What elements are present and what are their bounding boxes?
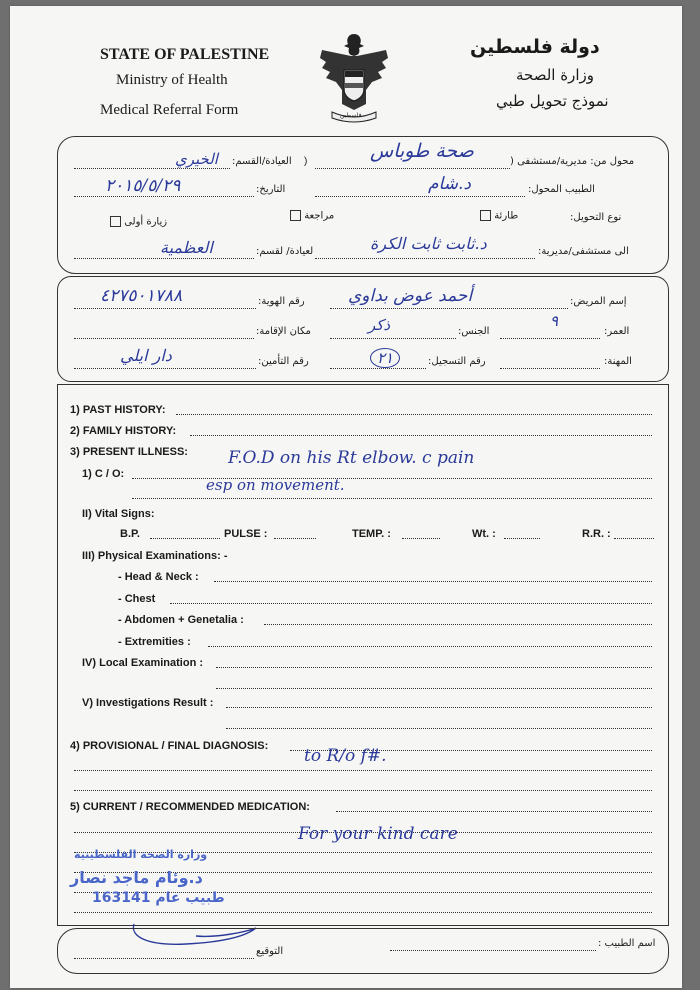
medication-value[interactable]: For your kind care: [298, 824, 458, 844]
referred-to-label: الى مستشفى/مديرية:: [538, 246, 629, 257]
medication-field[interactable]: [336, 811, 652, 812]
chest-field[interactable]: [170, 603, 652, 604]
state-title-en: STATE OF PALESTINE: [100, 46, 270, 63]
type-review-option[interactable]: مراجعة: [290, 210, 334, 222]
rr-field[interactable]: [614, 538, 654, 539]
temp-label: TEMP. :: [352, 528, 391, 540]
local-exam-field[interactable]: [216, 667, 652, 668]
vital-signs-label: II) Vital Signs:: [82, 508, 155, 520]
pulse-field[interactable]: [274, 538, 316, 539]
stamp-doctor-name: د.وئام ماجد نصار: [70, 868, 203, 887]
type-first-visit-checkbox[interactable]: [110, 216, 121, 227]
referred-to-value[interactable]: د.ثابت ثابت الكرة: [370, 234, 487, 253]
signature-field[interactable]: [74, 958, 254, 959]
local-exam-label: IV) Local Examination :: [82, 657, 204, 669]
diagnosis-label: 4) PROVISIONAL / FINAL DIAGNOSIS:: [70, 740, 269, 752]
doctor-signature-box: [57, 928, 669, 974]
insurance-number-label: رقم التأمين:: [258, 356, 309, 367]
bp-field[interactable]: [150, 538, 220, 539]
weight-label: Wt. :: [472, 528, 496, 540]
state-title-ar: دولة فلسطين: [470, 36, 600, 58]
referring-doctor-value[interactable]: د.شام: [428, 174, 471, 194]
registration-number-value[interactable]: ٢١: [370, 348, 400, 368]
type-emergency-checkbox[interactable]: [480, 210, 491, 221]
past-history-field[interactable]: [176, 414, 652, 415]
extremities-field[interactable]: [208, 646, 652, 647]
bp-label: B.P.: [120, 528, 140, 540]
referred-from-label: محول من: مديرية/مستشفى (: [510, 156, 635, 167]
family-history-field[interactable]: [190, 435, 652, 436]
insurance-number-value[interactable]: دار ايلي: [120, 346, 172, 365]
head-neck-field[interactable]: [214, 581, 652, 582]
complaint-value-line1[interactable]: F.O.D on his Rt elbow. c pain: [228, 448, 475, 468]
doctor-name-field[interactable]: [390, 950, 596, 951]
past-history-label: 1) PAST HISTORY:: [70, 404, 166, 416]
stamp-ministry-line: وزارة الصحة الفلسطينية: [74, 848, 208, 861]
investigations-label: V) Investigations Result :: [82, 697, 214, 709]
clinic-label: العيادة/القسم:: [232, 156, 292, 167]
doctor-name-label: اسم الطبيب :: [598, 938, 656, 949]
type-emergency-option[interactable]: طارئة: [480, 210, 518, 222]
residence-label: مكان الإقامة:: [256, 326, 311, 337]
form-title-ar: نموذج تحويل طبي: [496, 92, 609, 110]
to-clinic-value[interactable]: العظمية: [160, 238, 213, 257]
complaint-value-line2[interactable]: esp on movement.: [206, 476, 345, 494]
signature-label: التوقيع: [256, 946, 284, 957]
referring-doctor-label: الطبيب المحول:: [528, 184, 595, 195]
referral-form-page: STATE OF PALESTINE Ministry of Health Medical Referral Form فلسطين دولة فلسطين وزارة الصحة نموذج تحويل طبي محول من: مديرية/مستشفى ( ) صحة طوباس العيادة/القسم: الخيري الطبيب المحول: د.شام التاريخ: ٢٠١٥/٥/٢٩ نوع التحويل: طارئة مراجعة زيارة أولى الى مستشفى/مديرية: د.ثابت ثابت الكرة لعيادة/ لقسم: العظمية إسم المريض: أحمد عوض بداوي رقم الهوية: ٤٢٧٥٠١٧٨٨ العمر: ٩ الجنس: ذكر مكان الإقامة: المهنة: رقم التسجيل: ٢١ رقم التأمين: دار ايلي 1) PAST HISTORY: 2) FAMILY HISTORY: 3) PRESENT ILLNESS: 1) C / O: F.O.D on his Rt elbow. c pain esp on movement. II) Vital Signs: B.P. PULSE : TEMP. : Wt. : R.R. : III) Physical Examinations: - - Head & Neck : - Chest - Abdomen + Genetalia : - Extremities : IV) Local Examination : V) Investigations Result : 4) PROVISIONAL / FINAL DIAGNOSIS: to R/o f#. 5) CURRENT / RECOMMENDED MEDICATION: For your kind care وزارة الصحة الفلسطينية د.وئام ماجد نصار طبيب عام 163141 اسم الطبيب : التوقيع: [10, 6, 682, 988]
to-clinic-label: لعيادة/ لقسم:: [256, 246, 314, 257]
complaint-label: 1) C / O:: [82, 468, 125, 480]
age-label: العمر:: [604, 326, 630, 337]
head-neck-label: - Head & Neck :: [118, 571, 199, 583]
registration-number-label: رقم التسجيل:: [428, 356, 486, 367]
pulse-label: PULSE :: [224, 528, 268, 540]
weight-field[interactable]: [504, 538, 540, 539]
type-review-checkbox[interactable]: [290, 210, 301, 221]
referred-from-value[interactable]: صحة طوباس: [370, 140, 474, 162]
medication-label: 5) CURRENT / RECOMMENDED MEDICATION:: [70, 801, 310, 813]
patient-name-value[interactable]: أحمد عوض بداوي: [348, 286, 473, 306]
date-value[interactable]: ٢٠١٥/٥/٢٩: [105, 176, 181, 196]
palestine-eagle-emblem: [318, 30, 390, 126]
occupation-label: المهنة:: [604, 356, 632, 367]
ministry-title-en: Ministry of Health: [116, 72, 228, 88]
id-number-label: رقم الهوية:: [258, 296, 305, 307]
patient-name-label: إسم المريض:: [570, 296, 627, 307]
physical-exam-label: III) Physical Examinations: -: [82, 550, 228, 562]
extremities-label: - Extremities :: [118, 636, 191, 648]
date-label: التاريخ:: [256, 184, 286, 195]
temp-field[interactable]: [402, 538, 440, 539]
rr-label: R.R. :: [582, 528, 611, 540]
gender-value[interactable]: ذكر: [368, 316, 391, 334]
abdomen-label: - Abdomen + Genetalia :: [118, 614, 244, 626]
present-illness-label: 3) PRESENT ILLNESS:: [70, 446, 188, 458]
abdomen-field[interactable]: [264, 624, 652, 625]
form-title-en: Medical Referral Form: [100, 102, 239, 118]
referral-type-label: نوع التحويل:: [570, 212, 622, 223]
stamp-license-number: طبيب عام 163141: [92, 890, 225, 906]
investigations-field[interactable]: [226, 707, 652, 708]
id-number-value[interactable]: ٤٢٧٥٠١٧٨٨: [100, 286, 183, 306]
ministry-title-ar: وزارة الصحة: [516, 66, 594, 84]
type-first-visit-option[interactable]: زيارة أولى: [110, 216, 167, 228]
age-value[interactable]: ٩: [550, 312, 559, 330]
chest-label: - Chest: [118, 593, 156, 605]
clinic-value[interactable]: الخيري: [175, 150, 218, 168]
emblem-ribbon-text: فلسطين: [340, 112, 362, 119]
family-history-label: 2) FAMILY HISTORY:: [70, 425, 177, 437]
gender-label: الجنس:: [458, 326, 490, 337]
diagnosis-value[interactable]: to R/o f#.: [304, 746, 387, 766]
